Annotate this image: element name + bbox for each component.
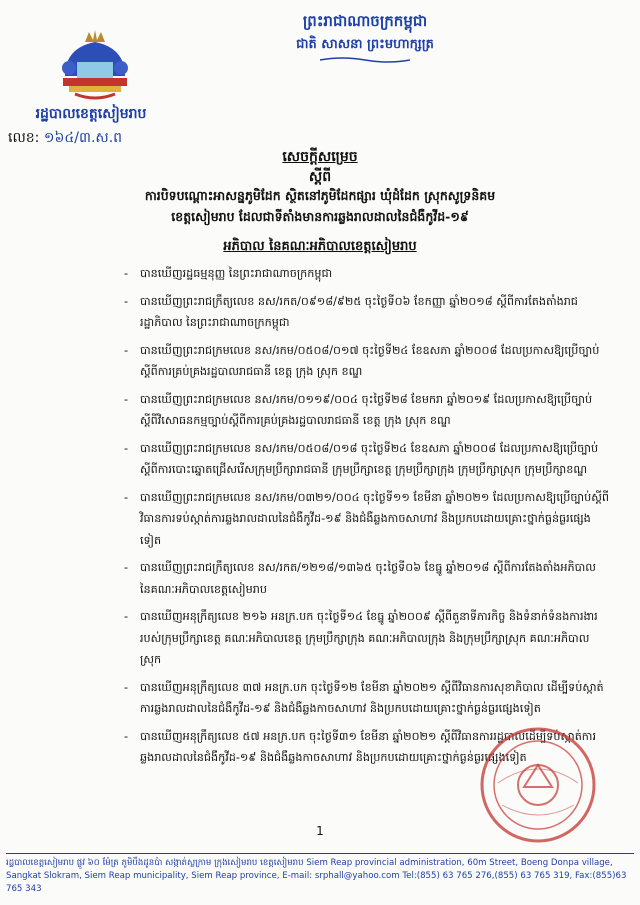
page-number: 1 bbox=[316, 824, 324, 838]
list-item: - បានឃើញព្រះរាជក្រឹត្យលេខ នស/រកត/១២១៨/១៣៦៥ ចុះថ្ងៃទី០៦ ខែធ្នូ ឆ្នាំ២០១៨ ស្តីពីការតែងតាំងអភិបាល នៃគណៈអភិបាលខេត្តសៀមរាប bbox=[120, 557, 610, 600]
official-seal-icon bbox=[478, 725, 598, 845]
list-item: - បានឃើញព្រះរាជក្រមលេខ នស/រកម/០១១៩/០០៤ ចុះថ្ងៃទី២៨ ខែមករា ឆ្នាំ២០១៩ ដែលប្រកាសឱ្យប្រើច្បាប់ស្តីពីវិសោធនកម្មច្បាប់ស្តីពីការគ្រប់គ្រងរដ្ឋបាលរាជធានី ខេត្ត ក្រុង ស្រុក ខណ្ឌ bbox=[120, 389, 610, 432]
list-item: - បានឃើញព្រះរាជក្រឹត្យលេខ នស/រកត/០៩១៨/៩២៥ ចុះថ្ងៃទី០៦ ខែកញ្ញា ឆ្នាំ២០១៨ ស្តីពីការតែងតាំងរាជរដ្ឋាភិបាល នៃព្រះរាជាណាចក្រកម្ពុជា bbox=[120, 291, 610, 334]
footer-contact bbox=[6, 857, 634, 896]
authority-heading: អភិបាល នៃគណៈអភិបាលខេត្តសៀមរាប bbox=[223, 239, 417, 254]
footer-divider bbox=[6, 853, 634, 854]
footer-line1 bbox=[6, 857, 634, 870]
list-item: - បានឃើញរដ្ឋធម្មនុញ្ញ នៃព្រះរាជាណាចក្រកម្ពុជា bbox=[120, 263, 610, 285]
organization-name: រដ្ឋបាលខេត្តសៀមរាប bbox=[35, 106, 147, 122]
footer-address-en: Siem Reap provincial administration, 60m Street, Boeng Donpa village, bbox=[306, 858, 613, 868]
list-item: - បានឃើញអនុក្រឹត្យលេខ ២១៦ អនក្រ.បក ចុះថ្ងៃទី១៤ ខែធ្នូ ឆ្នាំ២០០៩ ស្តីពីតួនាទីភារកិច្ច និងទំនាក់ទំនងការងាររបស់ក្រុមប្រឹក្សាខេត្ត គណៈអភិបាលខេត្ត ក្រុមប្រឹក្សាក្រុង គណៈអភិបាលក្រុង និងក្រុមប្រឹក្សាស្រុក គណៈអភិបាលស្រុក bbox=[120, 606, 610, 671]
national-motto: ជាតិ សាសនា ព្រះមហាក្សត្រ bbox=[296, 37, 434, 52]
reference-label: លេខ: bbox=[8, 130, 40, 146]
list-item: - បានឃើញអនុក្រឹត្យលេខ ៣៧ អនក្រ.បក ចុះថ្ងៃទី១២ ខែមីនា ឆ្នាំ២០២១ ស្តីពីវិធានការសុខាភិបាល ដើម្បីទប់ស្កាត់ការឆ្លងរាលដាលនៃជំងឺកូវីដ-១៩ និងជំងឺឆ្លងកាចសាហាវ និងប្រកបដោយគ្រោះថ្នាក់ធ្ងន់ធ្ងរផ្សេងទៀត bbox=[120, 677, 610, 720]
decision-title bbox=[80, 147, 560, 187]
subject-line2: ខេត្តសៀមរាប ដែលជាទីតាំងមានការឆ្លងរាលដាលនៃជំងឺកូវីដ-១៩ bbox=[171, 209, 469, 224]
list-item: - បានឃើញព្រះរាជក្រមលេខ នស/រកម/០៥០៨/០១៨ ចុះថ្ងៃទី២៤ ខែឧសភា ឆ្នាំ២០០៨ ដែលប្រកាសឱ្យប្រើច្បាប់ស្តីពីការបោះឆ្នោតជ្រើសរើសក្រុមប្រឹក្សារាជធានី ក្រុមប្រឹក្សាខេត្ត ក្រុមប្រឹក្សាក្រុង ក្រុមប្រឹក្សាស្រុក ក្រុមប្រឹក្សាខណ្ឌ bbox=[120, 438, 610, 481]
list-item: - បានឃើញអនុក្រឹត្យលេខ ៥៧ អនក្រ.បក ចុះថ្ងៃទី៣១ ខែមីនា ឆ្នាំ២០២១ ស្តីពីវិធានការរដ្ឋបាលដើម្បីទប់ស្កាត់ការឆ្លងរាលដាលនៃជំងឺកូវីដ-១៩ និងជំងឺឆ្លងកាចសាហាវ និងប្រកបដោយគ្រោះថ្នាក់ធ្ងន់ធ្ងរផ្សេងទៀត bbox=[120, 726, 610, 769]
decision-title-line2: ស្តីពី bbox=[308, 169, 332, 185]
legal-basis-list bbox=[120, 263, 610, 775]
reference-value: ១៦៤/៣.ស.ព bbox=[43, 130, 123, 146]
footer-address-kh: រដ្ឋបាលខេត្តសៀមរាប ផ្លូវ ៦០ ម៉ែត្រ ភូមិបឹងដូនប៉ា សង្កាត់ស្លក្រាម ក្រុងសៀមរាប ខេត្តសៀមរាប bbox=[6, 858, 304, 868]
list-item: - បានឃើញព្រះរាជក្រមលេខ នស/រកម/០៣២១/០០៤ ចុះថ្ងៃទី១១ ខែមីនា ឆ្នាំ២០២១ ដែលប្រកាសឱ្យប្រើច្បាប់ស្តីពីវិធានការទប់ស្កាត់ការឆ្លងរាលដាលនៃជំងឺកូវីដ-១៩ និងជំងឺឆ្លងកាចសាហាវ និងប្រកបដោយគ្រោះថ្នាក់ធ្ងន់ធ្ងរផ្សេងទៀត bbox=[120, 487, 610, 552]
reference-number bbox=[8, 128, 208, 149]
kingdom-title: ព្រះរាជាណាចក្រកម្ពុជា bbox=[302, 12, 428, 30]
decision-subject bbox=[30, 185, 610, 227]
subject-line1: ការបិទបណ្តោះអាសន្នភូមិដែក ស្ថិតនៅភូមិដែកផ្សារ ឃុំដំដែក ស្រុកសូទ្រនិគម bbox=[144, 188, 496, 203]
list-item: - បានឃើញព្រះរាជក្រមលេខ នស/រកម/០៥០៨/០១៧ ចុះថ្ងៃទី២៤ ខែឧសភា ឆ្នាំ២០០៨ ដែលប្រកាសឱ្យប្រើច្បាប់ស្តីពីការគ្រប់គ្រងរដ្ឋបាលរាជធានី ខេត្ត ក្រុង ស្រុក ខណ្ឌ bbox=[120, 340, 610, 383]
footer-line2: Sangkat Slokram, Siem Reap municipality, Siem Reap province, E-mail: srphall@yahoo.com Tel:(855) 63 765 276,(855) 63 765 319, Fax:(855)63 765 343 bbox=[6, 871, 627, 894]
decision-title-line1: សេចក្តីសម្រេច bbox=[282, 149, 358, 165]
ornament-divider bbox=[320, 56, 410, 64]
province-emblem-icon bbox=[55, 28, 135, 104]
